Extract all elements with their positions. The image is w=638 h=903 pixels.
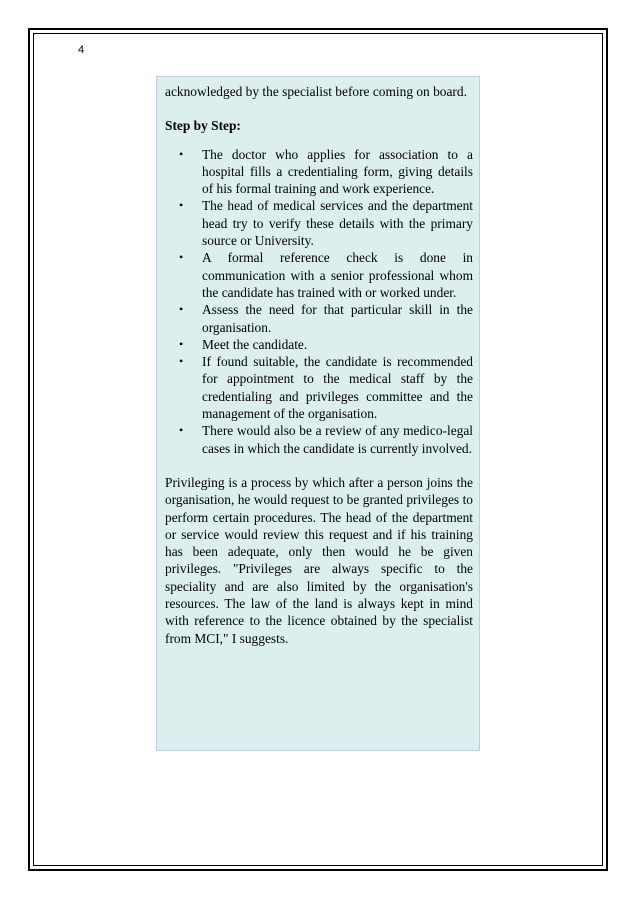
list-item-text: If found suitable, the candidate is recommended for appointment to the medical staff by the credentialing and privileges committee and the management of the organisation. [202, 354, 473, 422]
bullet-icon: • [179, 250, 184, 265]
list-item-text: A formal reference check is done in communication with a senior professional whom the candidate has trained with or worked under. [202, 250, 473, 300]
list-item-text: Assess the need for that particular skill in the organisation. [202, 302, 473, 335]
bullet-icon: • [179, 354, 184, 369]
list-item [179, 197, 473, 249]
list-item-text: The head of medical services and the department head try to verify these details with the primary source or University. [202, 198, 473, 249]
bullet-icon: • [179, 336, 184, 351]
closing-paragraph: Privileging is a process by which after a person joins the organisation, he would request to be granted privileges to perform certain procedures. The head of the department or service would review this request and if his training has been adequate, only then would he be given privileges. "Privileges are always specific to the speciality and are also limited by the organisation's resources. The law of the land is always kept in mind with reference to the licence obtained by the specialist from MCI," I suggests. [165, 474, 473, 646]
bullet-icon: • [179, 302, 184, 317]
section-heading: Step by Step: [165, 118, 241, 134]
bullet-icon: • [179, 146, 184, 161]
list-item [179, 336, 473, 353]
list-item-text: The doctor who applies for association to a hospital fills a credentialing form, giving details of his formal training and work experience. [202, 146, 473, 197]
list-item [179, 422, 473, 457]
page-number: 4 [78, 44, 85, 56]
list-item [179, 353, 473, 422]
bullet-icon: • [179, 198, 184, 213]
list-item [179, 301, 473, 336]
content-text-box [156, 76, 480, 751]
bullet-icon: • [179, 423, 184, 438]
steps-list [165, 146, 473, 457]
intro-paragraph: acknowledged by the specialist before coming on board. [165, 84, 467, 99]
list-item-text: Meet the candidate. [202, 336, 308, 352]
list-item-text: There would also be a review of any medico-legal cases in which the candidate is currently involved. [202, 423, 473, 456]
list-item [179, 249, 473, 301]
list-item [179, 146, 473, 198]
